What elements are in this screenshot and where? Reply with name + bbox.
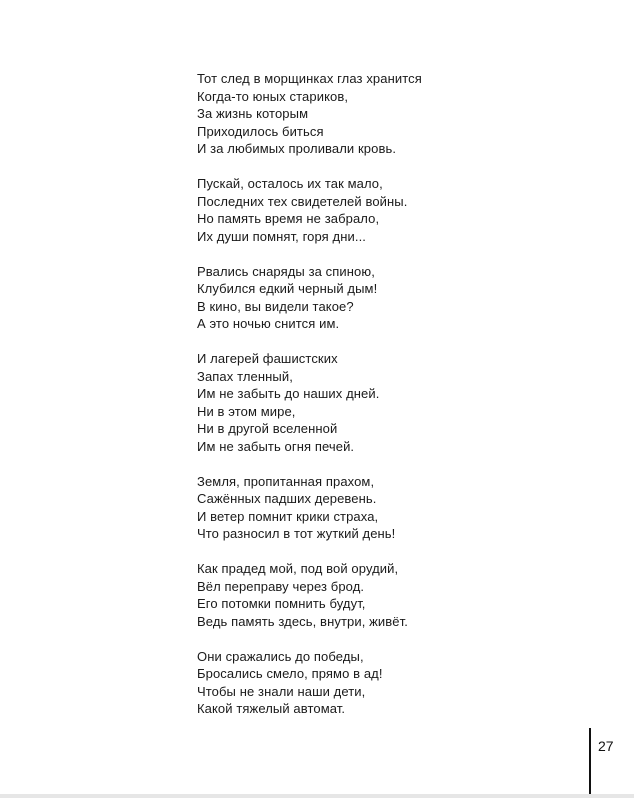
poem-line: Ни в другой вселенной (197, 421, 338, 436)
poem-line: Тот след в морщинках глаз хранится (197, 71, 422, 86)
poem-line: Они сражались до победы, (197, 648, 364, 664)
poem-line: Сажённых падших деревень. (197, 491, 377, 506)
stanza-7 (197, 648, 497, 718)
stanza-6 (197, 560, 497, 630)
stanza-5 (197, 473, 497, 543)
poem-line: Когда-то юных стариков, (197, 88, 349, 104)
page-bottom-edge (0, 794, 634, 798)
poem-line: Его потомки помнить будут, (197, 596, 366, 611)
poem-line: Ведь память здесь, внутри, живёт. (197, 613, 408, 629)
poem-line: Пускай, осталось их так мало, (197, 176, 383, 191)
poem-line: А это ночью снится им. (197, 316, 340, 331)
poem-line: Клубился едкий черный дым! (197, 281, 378, 296)
poem-line: Рвались снаряды за спиною, (197, 263, 375, 279)
page-number: 27 (598, 738, 614, 754)
stanza-2 (197, 175, 497, 245)
poem-body (197, 70, 497, 735)
poem-line: И лагерей фашистских (197, 351, 338, 366)
poem-line: Им не забыть до наших дней. (197, 386, 380, 401)
stanza-4 (197, 350, 497, 455)
stanza-1 (197, 70, 497, 158)
poem-line: И за любимых проливали кровь. (197, 141, 397, 156)
poem-line: Запах тленный, (197, 368, 293, 384)
stanza-3 (197, 263, 497, 333)
page-number-divider (589, 728, 591, 794)
poem-line: За жизнь которым (197, 106, 309, 121)
poem-line: Последних тех свидетелей войны. (197, 193, 408, 209)
poem-line: Но память время не забрало, (197, 211, 380, 226)
poem-line: Какой тяжелый автомат. (197, 701, 346, 716)
poem-line: Бросались смело, прямо в ад! (197, 666, 383, 681)
poem-line: Как прадед мой, под вой орудий, (197, 561, 399, 576)
poem-line: В кино, вы видели такое? (197, 298, 354, 314)
poem-line: Что разносил в тот жуткий день! (197, 526, 396, 541)
poem-line: И ветер помнит крики страха, (197, 508, 379, 524)
poem-line: Вёл переправу через брод. (197, 578, 365, 594)
poem-line: Их души помнят, горя дни... (197, 228, 366, 244)
poem-line: Чтобы не знали наши дети, (197, 683, 366, 699)
poem-line: Им не забыть огня печей. (197, 438, 355, 454)
poem-line: Приходилось биться (197, 123, 324, 139)
poem-line: Ни в этом мире, (197, 403, 296, 419)
poem-line: Земля, пропитанная прахом, (197, 473, 375, 489)
